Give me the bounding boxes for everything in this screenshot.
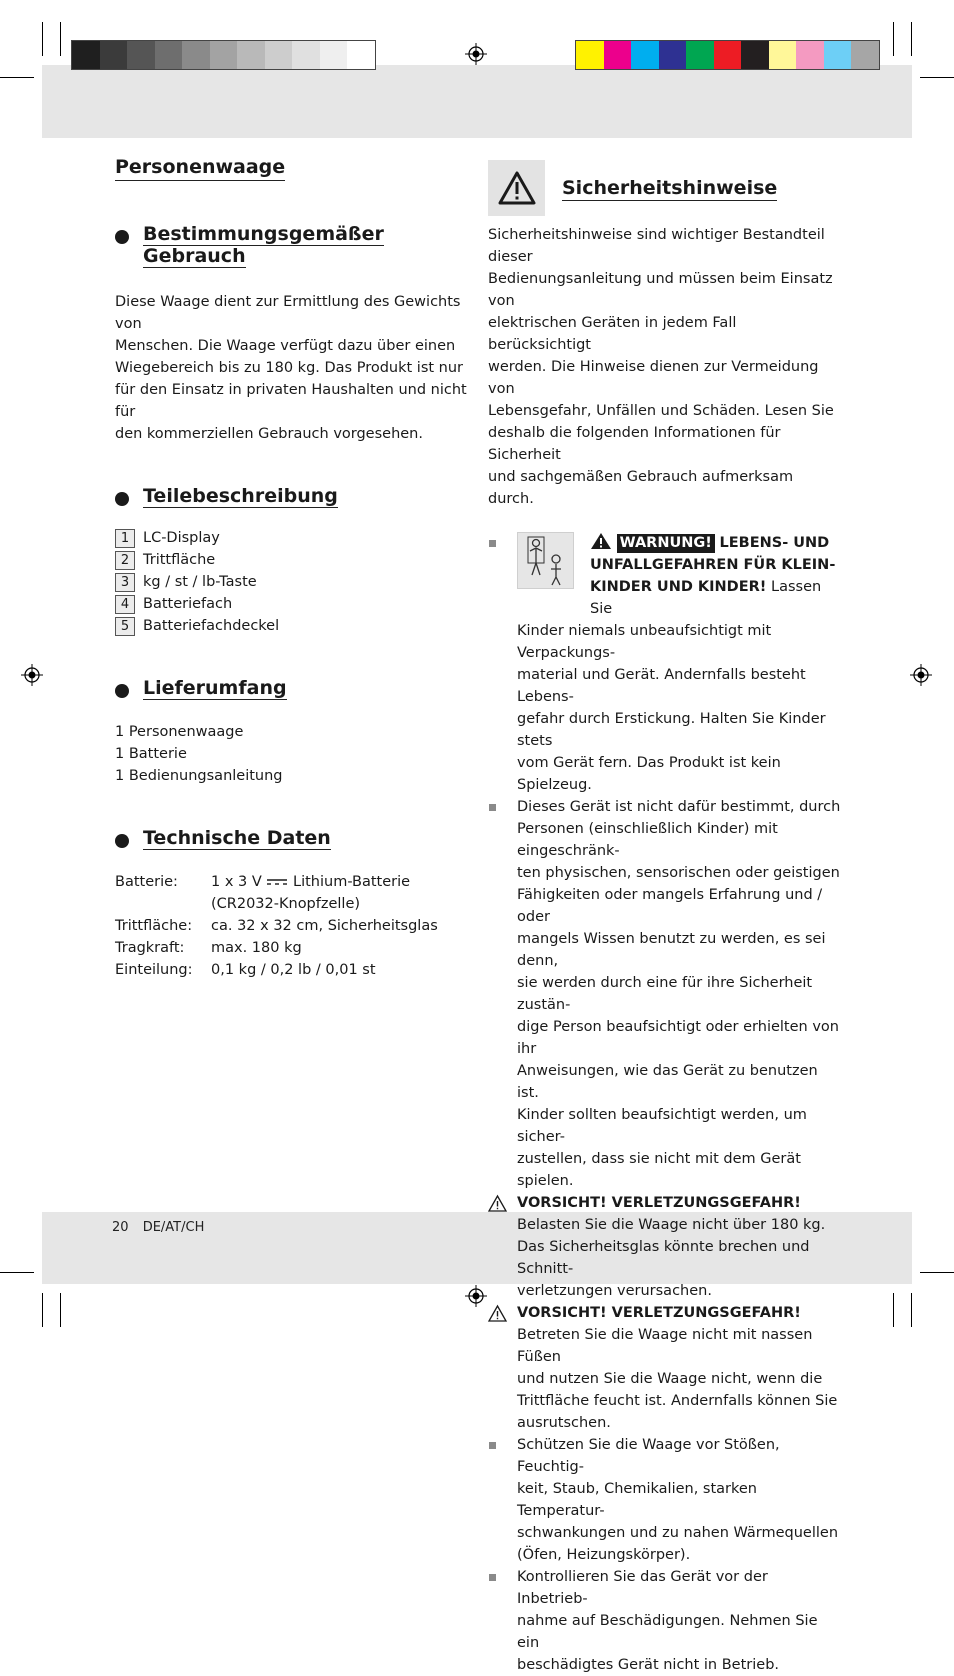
color-swatch — [769, 41, 797, 69]
warning-title: LEBENS- UND — [719, 535, 830, 551]
text-line: Belasten Sie die Waage nicht über 180 kg. — [517, 1217, 826, 1233]
part-number: 4 — [115, 595, 135, 614]
warning-tag: WARNUNG! — [617, 534, 715, 553]
spec-key: Batterie: — [115, 874, 178, 890]
heading-text: Lieferumfang — [143, 677, 287, 699]
part-label: Batteriefach — [143, 596, 233, 612]
spec-value: (CR2032-Knopfzelle) — [211, 896, 361, 912]
section-technische-daten — [115, 827, 470, 849]
text-line: Kinder niemals unbeaufsichtigt mit Verpackungs- — [517, 623, 772, 661]
section-heading: Sicherheitshinweise — [562, 176, 778, 199]
text-line: Menschen. Die Waage verfügt dazu über einen — [115, 338, 456, 354]
spec-row — [115, 871, 470, 893]
crop-mark — [893, 1293, 894, 1327]
text-line: und sachgemäßen Gebrauch aufmerksam durch. — [488, 469, 794, 507]
color-swatch — [292, 41, 320, 69]
registration-mark-icon — [465, 43, 487, 65]
spec-row — [115, 915, 470, 937]
text-line: den kommerziellen Gebrauch vorgesehen. — [115, 426, 423, 442]
language-code: DE/AT/CH — [142, 1220, 205, 1235]
spec-row — [115, 937, 470, 959]
color-swatch — [265, 41, 293, 69]
text-line: verletzungen verursachen. — [517, 1283, 712, 1299]
color-swatch — [182, 41, 210, 69]
child-pictogram-icon — [518, 533, 573, 588]
right-column — [488, 160, 843, 1676]
text-line: Anweisungen, wie das Gerät zu benutzen ist. — [517, 1063, 818, 1101]
text-line: Kinder sollten beaufsichtigt werden, um sicher- — [517, 1107, 807, 1145]
color-swatch — [72, 41, 100, 69]
caution-item — [488, 1302, 843, 1434]
section-heading — [143, 223, 470, 267]
part-label: Batteriefachdeckel — [143, 618, 280, 634]
text-line: Wiegebereich bis zu 180 kg. Das Produkt ist nur — [115, 360, 464, 376]
spec-value: ca. 32 x 32 cm, Sicherheitsglas — [211, 918, 438, 934]
registration-mark-icon — [21, 664, 43, 686]
spec-value: max. 180 kg — [211, 940, 302, 956]
color-swatch — [347, 41, 375, 69]
caution-title: VORSICHT! VERLETZUNGSGEFAHR! — [517, 1305, 801, 1321]
color-swatch — [824, 41, 852, 69]
square-bullet-icon — [489, 804, 496, 811]
text-line: für den Einsatz in privaten Haushalten und nicht für — [115, 382, 467, 420]
spec-row — [115, 893, 470, 915]
text-line: ausrutschen. — [517, 1415, 611, 1431]
color-swatch — [576, 41, 604, 69]
text-line: Trittfläche feucht ist. Andernfalls können Sie — [517, 1393, 838, 1409]
text-line: Das Sicherheitsglas könnte brechen und Schnitt- — [517, 1239, 810, 1277]
list-item — [488, 1434, 843, 1566]
text-line: Personen (einschließlich Kinder) mit eingeschränk- — [517, 821, 778, 859]
text-line: keit, Staub, Chemikalien, starken Temperatur- — [517, 1481, 758, 1519]
text-line: sie werden durch eine für ihre Sicherheit zustän- — [517, 975, 813, 1013]
section-lieferumfang — [115, 677, 470, 699]
text-line: Dieses Gerät ist nicht dafür bestimmt, durch — [517, 799, 841, 815]
spec-key: Tragkraft: — [115, 940, 185, 956]
page-number: 20 — [112, 1220, 129, 1235]
part-label: Trittfläche — [143, 552, 216, 568]
color-swatch — [155, 41, 183, 69]
color-swatch — [741, 41, 769, 69]
caution-triangle-icon — [488, 1305, 507, 1322]
color-swatch — [237, 41, 265, 69]
list-item — [488, 796, 843, 1192]
text-line: ten physischen, sensorischen oder geistigen — [517, 865, 840, 881]
header-band — [42, 65, 912, 138]
text-line: material und Gerät. Andernfalls besteht Lebens- — [517, 667, 806, 705]
text-line: mangels Wissen benutzt zu werden, es sei denn, — [517, 931, 826, 969]
list-item: 1 Bedienungsanleitung — [115, 768, 283, 784]
color-swatch — [127, 41, 155, 69]
part-label: kg / st / lb-Taste — [143, 574, 257, 590]
text-line: Betreten Sie die Waage nicht mit nassen Füßen — [517, 1327, 813, 1365]
part-number: 1 — [115, 529, 135, 548]
warning-title: KINDER UND KINDER! — [590, 579, 767, 595]
crop-mark — [920, 1272, 954, 1273]
list-item: 1 Personenwaage — [115, 724, 244, 740]
square-bullet-icon — [489, 540, 496, 547]
crop-mark — [911, 1293, 912, 1327]
section-bestimmung — [115, 223, 470, 267]
text-line: Kontrollieren Sie das Gerät vor der Inbetrieb- — [517, 1569, 768, 1607]
section-heading — [143, 827, 470, 849]
spec-key-empty — [115, 893, 211, 915]
caution-item — [488, 1192, 843, 1302]
color-swatch — [686, 41, 714, 69]
safety-list — [488, 532, 843, 1676]
crop-mark — [911, 22, 912, 56]
color-swatch — [210, 41, 238, 69]
left-column — [115, 155, 470, 981]
spec-key: Einteilung: — [115, 962, 193, 978]
crop-mark — [920, 77, 954, 78]
text-line: Lebensgefahr, Unfällen und Schäden. Lesen Sie — [488, 403, 834, 419]
section-heading — [143, 485, 470, 507]
bullet-dot-icon — [115, 230, 129, 244]
heading-text: Teilebeschreibung — [143, 485, 338, 507]
safety-header — [488, 160, 843, 216]
list-item — [488, 1566, 843, 1676]
color-swatch — [604, 41, 632, 69]
color-swatch — [659, 41, 687, 69]
crop-mark — [893, 22, 894, 56]
text-line: Diese Waage dient zur Ermittlung des Gewichts von — [115, 294, 461, 332]
spec-value-part: Lithium-Batterie — [293, 874, 411, 890]
list-item — [115, 571, 470, 593]
section-teile — [115, 485, 470, 507]
square-bullet-icon — [489, 1574, 496, 1581]
spec-row — [115, 959, 470, 981]
spec-key: Trittfläche: — [115, 918, 193, 934]
part-number: 5 — [115, 617, 135, 636]
list-item — [115, 549, 470, 571]
text-line: elektrischen Geräten in jedem Fall berücksichtigt — [488, 315, 737, 353]
text-line: Schützen Sie die Waage vor Stößen, Feuchtig- — [517, 1437, 780, 1475]
registration-mark-icon — [910, 664, 932, 686]
warning-triangle-icon — [498, 171, 536, 205]
spec-value: 0,1 kg / 0,2 lb / 0,01 st — [211, 962, 376, 978]
text-line: zustellen, dass sie nicht mit dem Gerät spielen. — [517, 1151, 801, 1189]
warning-title-line: UNFALLGEFAHREN FÜR KLEIN- — [590, 557, 836, 573]
text-line: Sicherheitshinweise sind wichtiger Bestandteil dieser — [488, 227, 825, 265]
bullet-dot-icon — [115, 834, 129, 848]
caution-title: VORSICHT! VERLETZUNGSGEFAHR! — [517, 1195, 801, 1211]
child-warning-icon — [517, 532, 574, 589]
bullet-dot-icon — [115, 684, 129, 698]
text-line: dige Person beaufsichtigt oder erhielten von ihr — [517, 1019, 839, 1057]
heading-text: Technische Daten — [143, 827, 331, 849]
warning-text: Lassen Sie — [590, 579, 822, 617]
tech-specs — [115, 871, 470, 981]
page-footer — [112, 1220, 214, 1235]
spec-value — [211, 871, 410, 893]
warning-icon-box — [488, 160, 545, 216]
text-line: werden. Die Hinweise dienen zur Vermeidung von — [488, 359, 819, 397]
list-item — [115, 527, 470, 549]
heading-text: Bestimmungsgemäßer Gebrauch — [143, 223, 384, 267]
part-number: 2 — [115, 551, 135, 570]
parts-list — [115, 527, 470, 637]
bullet-dot-icon — [115, 492, 129, 506]
process-color-bar — [575, 40, 880, 70]
list-item — [115, 615, 470, 637]
text-line: nahme auf Beschädigungen. Nehmen Sie ein — [517, 1613, 818, 1651]
text-line: schwankungen und zu nahen Wärmequellen — [517, 1525, 839, 1541]
color-swatch — [100, 41, 128, 69]
crop-mark — [60, 22, 61, 56]
caution-triangle-icon — [488, 1195, 507, 1212]
crop-mark — [0, 77, 34, 78]
square-bullet-icon — [489, 1442, 496, 1449]
color-swatch — [714, 41, 742, 69]
part-label: LC-Display — [143, 530, 220, 546]
text-line: und nutzen Sie die Waage nicht, wenn die — [517, 1371, 823, 1387]
crop-mark — [42, 1293, 43, 1327]
text-line: gefahr durch Erstickung. Halten Sie Kinder stets — [517, 711, 826, 749]
list-item — [115, 593, 470, 615]
text-line: Bedienungsanleitung und müssen beim Einsatz von — [488, 271, 833, 309]
crop-mark — [60, 1293, 61, 1327]
part-number: 3 — [115, 573, 135, 592]
page-title: Personenwaage — [115, 155, 285, 181]
text-line: deshalb die folgenden Informationen für Sicherheit — [488, 425, 781, 463]
registration-mark-icon — [465, 1285, 487, 1307]
dc-symbol-icon — [266, 877, 288, 887]
color-swatch — [320, 41, 348, 69]
text-line: beschädigtes Gerät nicht in Betrieb. — [517, 1657, 780, 1673]
text-line: (Öfen, Heizungskörper). — [517, 1547, 691, 1563]
color-swatch — [796, 41, 824, 69]
spec-value-part: 1 x 3 V — [211, 874, 262, 890]
text-line: Fähigkeiten oder mangels Erfahrung und / oder — [517, 887, 823, 925]
warning-triangle-icon — [590, 532, 612, 550]
color-swatch — [631, 41, 659, 69]
crop-mark — [0, 1272, 34, 1273]
list-item — [488, 532, 843, 796]
bestimmung-text — [115, 291, 470, 445]
crop-mark — [42, 22, 43, 56]
color-swatch — [851, 41, 879, 69]
safety-intro — [488, 224, 843, 510]
delivery-list — [115, 721, 470, 787]
greyscale-bar — [71, 40, 376, 70]
section-heading — [143, 677, 470, 699]
list-item: 1 Batterie — [115, 746, 187, 762]
text-line: vom Gerät fern. Das Produkt ist kein Spielzeug. — [517, 755, 781, 793]
